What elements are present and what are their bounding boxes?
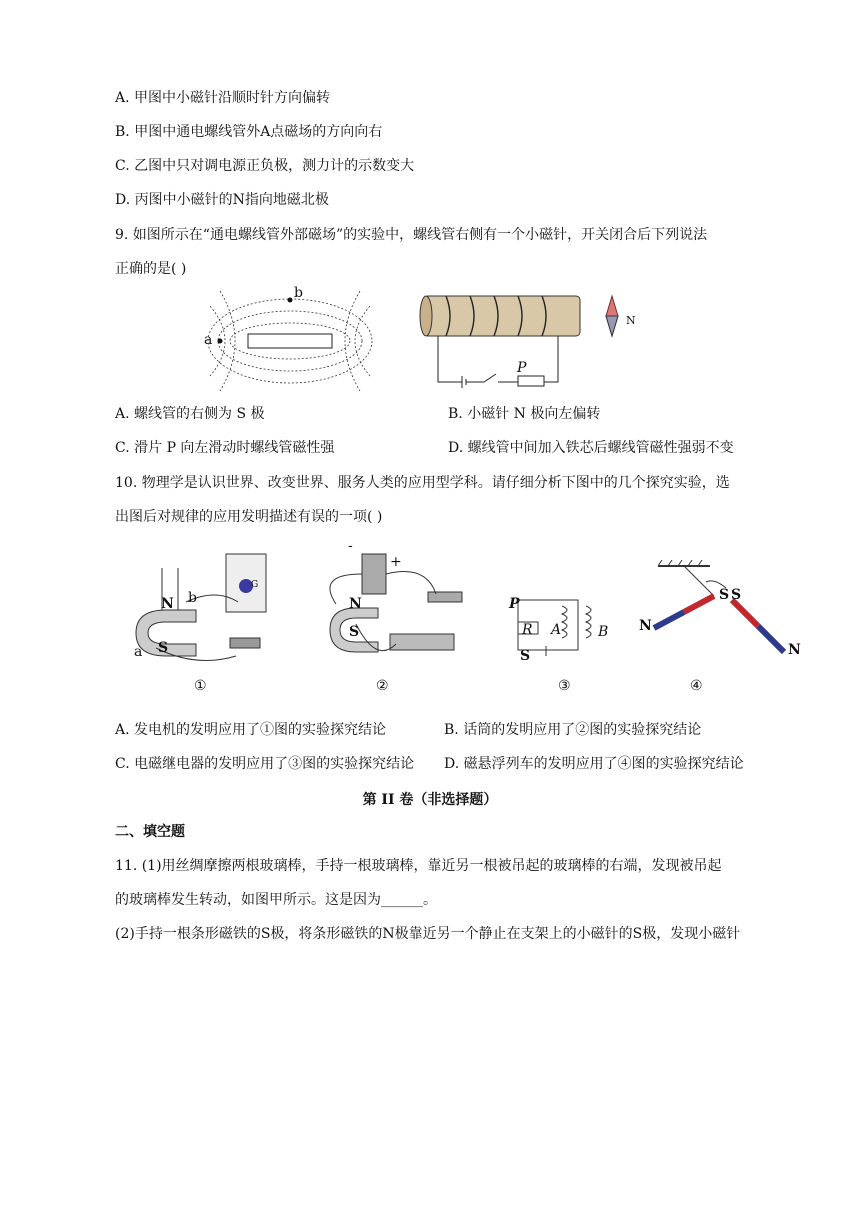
q9-slider-p-label: P xyxy=(517,360,527,376)
fig3-b-label: B xyxy=(598,624,609,640)
q10-option-a: A. 发电机的发明应用了①图的实验探究结论 xyxy=(115,722,387,738)
fig4-s-right-label: S xyxy=(731,587,742,603)
q10-stem-line1: 10. 物理学是认识世界、改变世界、服务人类的应用型学科。请仔细分析下图中的几个探究实验，选 xyxy=(115,475,730,491)
q9-option-a: A. 螺线管的右侧为 S 极 xyxy=(115,406,265,422)
q9-point-a-label: a xyxy=(204,332,213,348)
q9-option-c: C. 滑片 P 向左滑动时螺线管磁性强 xyxy=(115,440,335,456)
q9-field-lines-figure xyxy=(200,286,380,394)
fig2-caption: ② xyxy=(376,678,389,694)
section-title: 第 II 卷（非选择题） xyxy=(362,792,498,808)
q8-option-d: D. 丙图中小磁针的N指向地磁北极 xyxy=(115,192,329,208)
fig2-plus-label: + xyxy=(390,554,402,570)
q11-line3: (2)手持一根条形磁铁的S极，将条形磁铁的N极靠近另一个静止在支架上的小磁针的S极，发现小磁针 xyxy=(115,926,741,942)
q9-option-d: D. 螺线管中间加入铁芯后螺线管磁性强弱不变 xyxy=(448,440,734,456)
q11-line1: 11. (1)用丝绸摩擦两根玻璃棒，手持一根玻璃棒，靠近另一根被吊起的玻璃棒的右端，发现被吊起 xyxy=(115,858,722,874)
q8-option-c: C. 乙图中只对调电源正负极，测力计的示数变大 xyxy=(115,158,415,174)
fig4-n-right-label: N xyxy=(788,642,801,658)
fig3-s-label: S xyxy=(520,648,531,664)
q10-figure-1 xyxy=(126,548,276,668)
fig1-s-label: S xyxy=(158,640,169,656)
fig4-s-left-label: S xyxy=(719,587,730,603)
fig3-a-label: A xyxy=(551,622,562,638)
q8-option-b: B. 甲图中通电螺线管外A点磁场的方向向右 xyxy=(115,124,383,140)
fig1-a-label: a xyxy=(134,644,143,660)
q9-option-b: B. 小磁针 N 极向左偏转 xyxy=(448,406,601,422)
fig3-caption: ③ xyxy=(558,678,571,694)
fig3-p-label: P xyxy=(509,596,520,612)
fig2-n-label: N xyxy=(349,596,362,612)
q8-option-a: A. 甲图中小磁针沿顺时针方向偏转 xyxy=(115,90,331,106)
q9-stem-line2: 正确的是( ) xyxy=(115,261,187,277)
q10-figure-4 xyxy=(640,560,800,670)
fig1-caption: ① xyxy=(194,678,207,694)
q10-option-d: D. 磁悬浮列车的发明应用了④图的实验探究结论 xyxy=(444,756,744,772)
q10-option-c: C. 电磁继电器的发明应用了③图的实验探究结论 xyxy=(115,756,415,772)
fig2-minus-label: - xyxy=(348,538,353,554)
q10-stem-line2: 出图后对规律的应用发明描述有误的一项( ) xyxy=(115,509,383,525)
part2-title: 二、填空题 xyxy=(115,824,185,840)
fig1-b-label: b xyxy=(188,590,197,606)
fig1-n-label: N xyxy=(161,596,174,612)
solenoid-bar xyxy=(248,334,332,348)
q9-point-b-label: b xyxy=(294,285,303,301)
fig3-r-label: R xyxy=(522,622,533,638)
fig4-n-left-label: N xyxy=(639,618,652,634)
q9-stem-line1: 9. 如图所示在“通电螺线管外部磁场”的实验中，螺线管右侧有一个小磁针，开关闭合后下列说法 xyxy=(115,227,708,243)
q9-solenoid-circuit-figure xyxy=(418,292,648,392)
q11-line2: 的玻璃棒发生转动，如图甲所示。这是因为______。 xyxy=(115,892,437,908)
q10-option-b: B. 话筒的发明应用了②图的实验探究结论 xyxy=(444,722,702,738)
fig4-caption: ④ xyxy=(690,678,703,694)
fig2-s-label: S xyxy=(349,624,360,640)
q9-needle-n-label: N xyxy=(626,314,636,327)
fig1-g-label: G xyxy=(251,580,259,590)
